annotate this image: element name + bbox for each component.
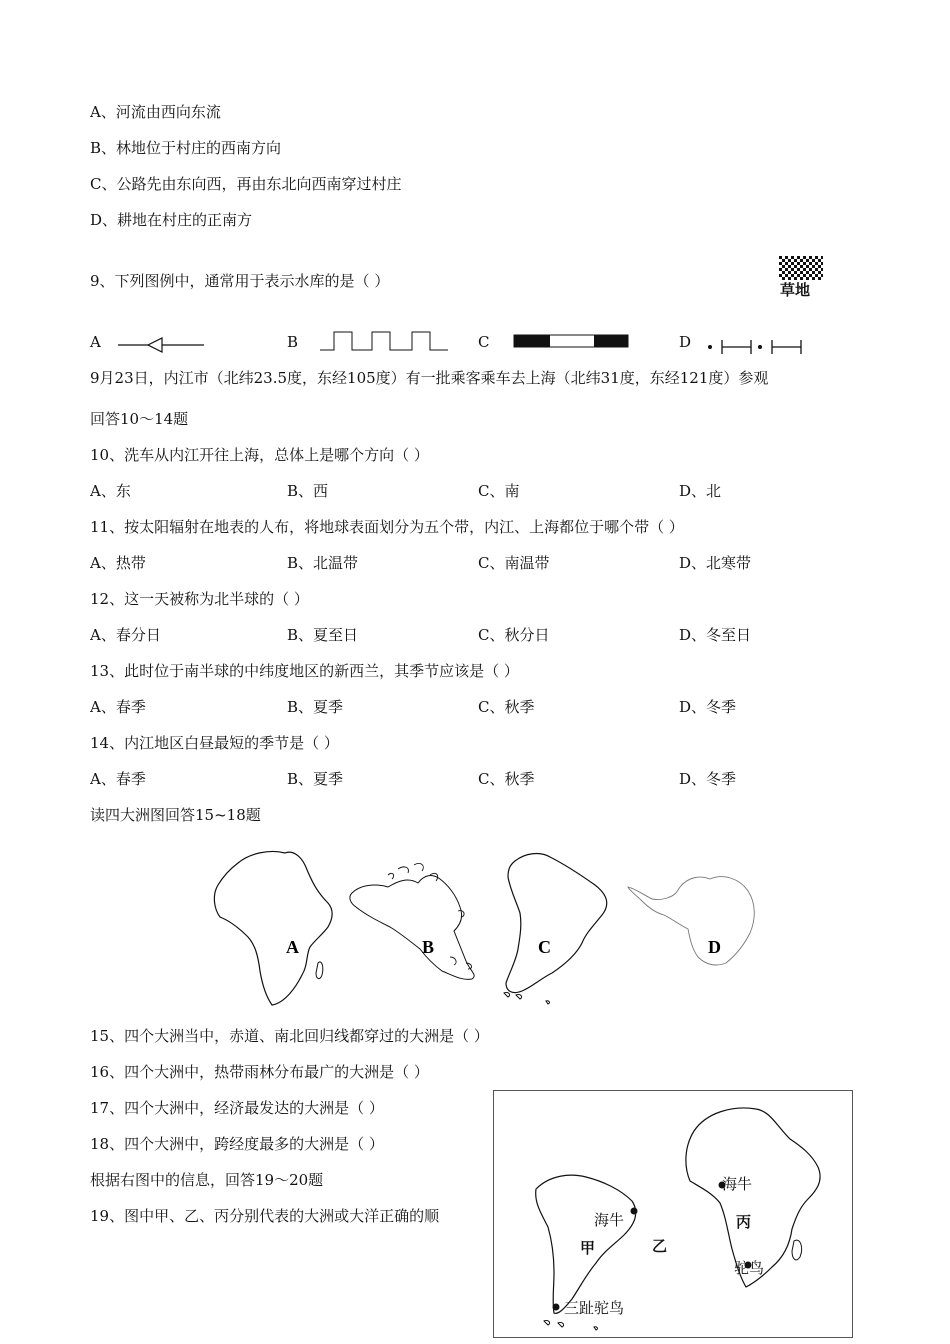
animals-map — [494, 1091, 852, 1337]
q13-option-b: B、夏季 — [287, 698, 344, 716]
context-travel-line1: 9月23日，内江市（北纬23.5度，东经105度）有一批乘客乘车去上海（北纬31度，东经121度）参观 — [90, 369, 769, 387]
q10-option-c: C、南 — [478, 482, 520, 500]
grass-label: 草地 — [780, 281, 811, 299]
label-ostrich: 驼鸟 — [734, 1261, 765, 1277]
q12-option-d: D、冬至日 — [679, 626, 752, 644]
animals-map-frame — [493, 1090, 853, 1338]
legend-label-b: B — [287, 333, 299, 351]
q18-question: 18、四个大洲中，跨经度最多的大洲是（ ） — [90, 1135, 384, 1153]
legend-boundary-icon — [705, 338, 805, 356]
context-continents: 读四大洲图回答15~18题 — [90, 806, 261, 824]
q8-option-b: B、林地位于村庄的西南方向 — [90, 139, 282, 157]
legend-label-c: C — [478, 333, 490, 351]
q12-option-c: C、秋分日 — [478, 626, 550, 644]
label-bing: 丙 — [736, 1215, 752, 1231]
continent-label-c: C — [538, 937, 551, 957]
four-continents-map — [210, 845, 760, 1010]
legend-arrow-icon — [118, 336, 208, 354]
q14-option-c: C、秋季 — [478, 770, 535, 788]
label-rhea: 三趾驼鸟 — [564, 1301, 625, 1317]
legend-railway-icon — [514, 335, 632, 349]
context-right-map: 根据右图中的信息，回答19～20题 — [90, 1171, 324, 1189]
q11-question: 11、按太阳辐射在地表的人布，将地球表面划分为五个带，内江、上海都位于哪个带（ ） — [90, 518, 684, 536]
q10-option-a: A、东 — [90, 482, 131, 500]
q12-option-a: A、春分日 — [90, 626, 161, 644]
label-jia: 甲 — [580, 1241, 596, 1257]
continent-label-d: D — [708, 937, 721, 957]
legend-label-a: A — [90, 333, 101, 351]
q13-option-a: A、春季 — [90, 698, 146, 716]
q14-option-b: B、夏季 — [287, 770, 344, 788]
q12-option-b: B、夏至日 — [287, 626, 359, 644]
q15-question: 15、四个大洲当中，赤道、南北回归线都穿过的大洲是（ ） — [90, 1027, 489, 1045]
q13-option-c: C、秋季 — [478, 698, 535, 716]
legend-dam-icon — [320, 330, 450, 354]
legend-label-d: D — [679, 333, 692, 351]
continent-label-b: B — [422, 937, 435, 957]
q13-question: 13、此时位于南半球的中纬度地区的新西兰，其季节应该是（ ） — [90, 662, 519, 680]
q12-question: 12、这一天被称为北半球的（ ） — [90, 590, 309, 608]
q8-option-d: D、耕地在村庄的正南方 — [90, 211, 253, 229]
continent-antarctica-shape — [628, 877, 754, 965]
q16-question: 16、四个大洲中，热带雨林分布最广的大洲是（ ） — [90, 1063, 429, 1081]
q11-option-d: D、北寒带 — [679, 554, 752, 572]
label-yi: 乙 — [652, 1239, 668, 1255]
continent-label-a: A — [286, 937, 299, 957]
q8-option-a: A、河流由西向东流 — [90, 103, 221, 121]
continent-africa-shape — [214, 851, 332, 1005]
q17-question: 17、四个大洲中，经济最发达的大洲是（ ） — [90, 1099, 384, 1117]
q9-question: 9、下列图例中，通常用于表示水库的是（ ） — [90, 272, 390, 290]
grass-pattern-icon — [779, 256, 823, 280]
q11-option-c: C、南温带 — [478, 554, 550, 572]
q14-option-d: D、冬季 — [679, 770, 737, 788]
label-manatee-sa: 海牛 — [594, 1213, 625, 1229]
q11-option-b: B、北温带 — [287, 554, 359, 572]
label-manatee-af: 海牛 — [722, 1177, 753, 1193]
q19-question: 19、图中甲、乙、丙分别代表的大洲或大洋正确的顺 — [90, 1207, 440, 1225]
q14-question: 14、内江地区白昼最短的季节是（ ） — [90, 734, 339, 752]
q11-option-a: A、热带 — [90, 554, 146, 572]
q10-option-d: D、北 — [679, 482, 722, 500]
q10-option-b: B、西 — [287, 482, 329, 500]
continent-south-america-shape — [506, 854, 607, 993]
q10-question: 10、洗车从内江开往上海，总体上是哪个方向（ ） — [90, 446, 429, 464]
q13-option-d: D、冬季 — [679, 698, 737, 716]
q14-option-a: A、春季 — [90, 770, 146, 788]
q8-option-c: C、公路先由东向西，再由东北向西南穿过村庄 — [90, 175, 402, 193]
context-travel-line2: 回答10～14题 — [90, 410, 189, 428]
